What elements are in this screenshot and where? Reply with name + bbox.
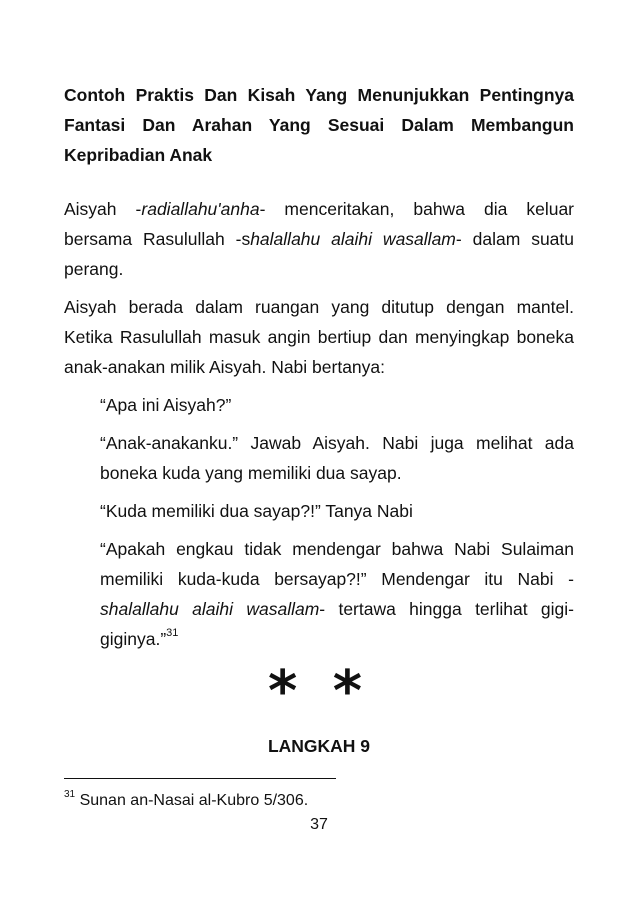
paragraph-1 <box>64 194 574 284</box>
quote-4-text-b: - tertawa hingga terlihat gigi-giginya.” <box>100 599 575 649</box>
quote-2: “Anak-anakanku.” Jawab Aisyah. Nabi juga melihat ada boneka kuda yang memiliki dua sayap. <box>100 433 574 483</box>
footnote-reference[interactable]: 31 <box>166 627 179 640</box>
next-section-heading: LANGKAH 9 <box>267 736 371 756</box>
quote-4 <box>100 534 574 654</box>
footnote-text: Sunan an-Nasai al-Kubro 5/306. <box>79 792 309 809</box>
section-separator: * * <box>267 659 371 724</box>
paragraph-1-text-a: Aisyah - <box>64 199 142 219</box>
paragraph-1-text-b: - menceritakan, bahwa dia keluar bersama Rasulullah -s <box>64 199 574 249</box>
quote-4-italic: shalallahu alaihi wasallam <box>100 599 320 619</box>
footnote-number: 31 <box>64 788 76 800</box>
dialogue-block <box>64 390 574 654</box>
paragraph-1-italic-b: halallahu alaihi wasallam <box>250 229 456 249</box>
page-number: 37 <box>310 816 328 833</box>
footnote <box>64 790 308 812</box>
quote-4-text-a: “Apakah engkau tidak mendengar bahwa Nabi Sulaiman memiliki kuda-kuda bersayap?!” Mendengar itu Nabi - <box>100 539 574 589</box>
paragraph-1-italic-a: radiallahu'anha <box>141 199 260 219</box>
page-body <box>64 80 574 654</box>
quote-1: “Apa ini Aisyah?” <box>100 395 232 415</box>
quote-3: “Kuda memiliki dua sayap?!” Tanya Nabi <box>100 501 413 521</box>
section-heading: Contoh Praktis Dan Kisah Yang Menunjukkan Pentingnya Fantasi Dan Arahan Yang Sesuai Dalam Membangun Kepribadian Anak <box>64 85 574 165</box>
footnote-divider <box>64 778 336 779</box>
paragraph-2: Aisyah berada dalam ruangan yang ditutup dengan mantel. Ketika Rasulullah masuk angin bertiup dan menyingkap boneka anak-anakan milik Aisyah. Nabi bertanya: <box>64 297 574 377</box>
paragraph-1-text-c: - dalam suatu perang. <box>64 229 575 279</box>
